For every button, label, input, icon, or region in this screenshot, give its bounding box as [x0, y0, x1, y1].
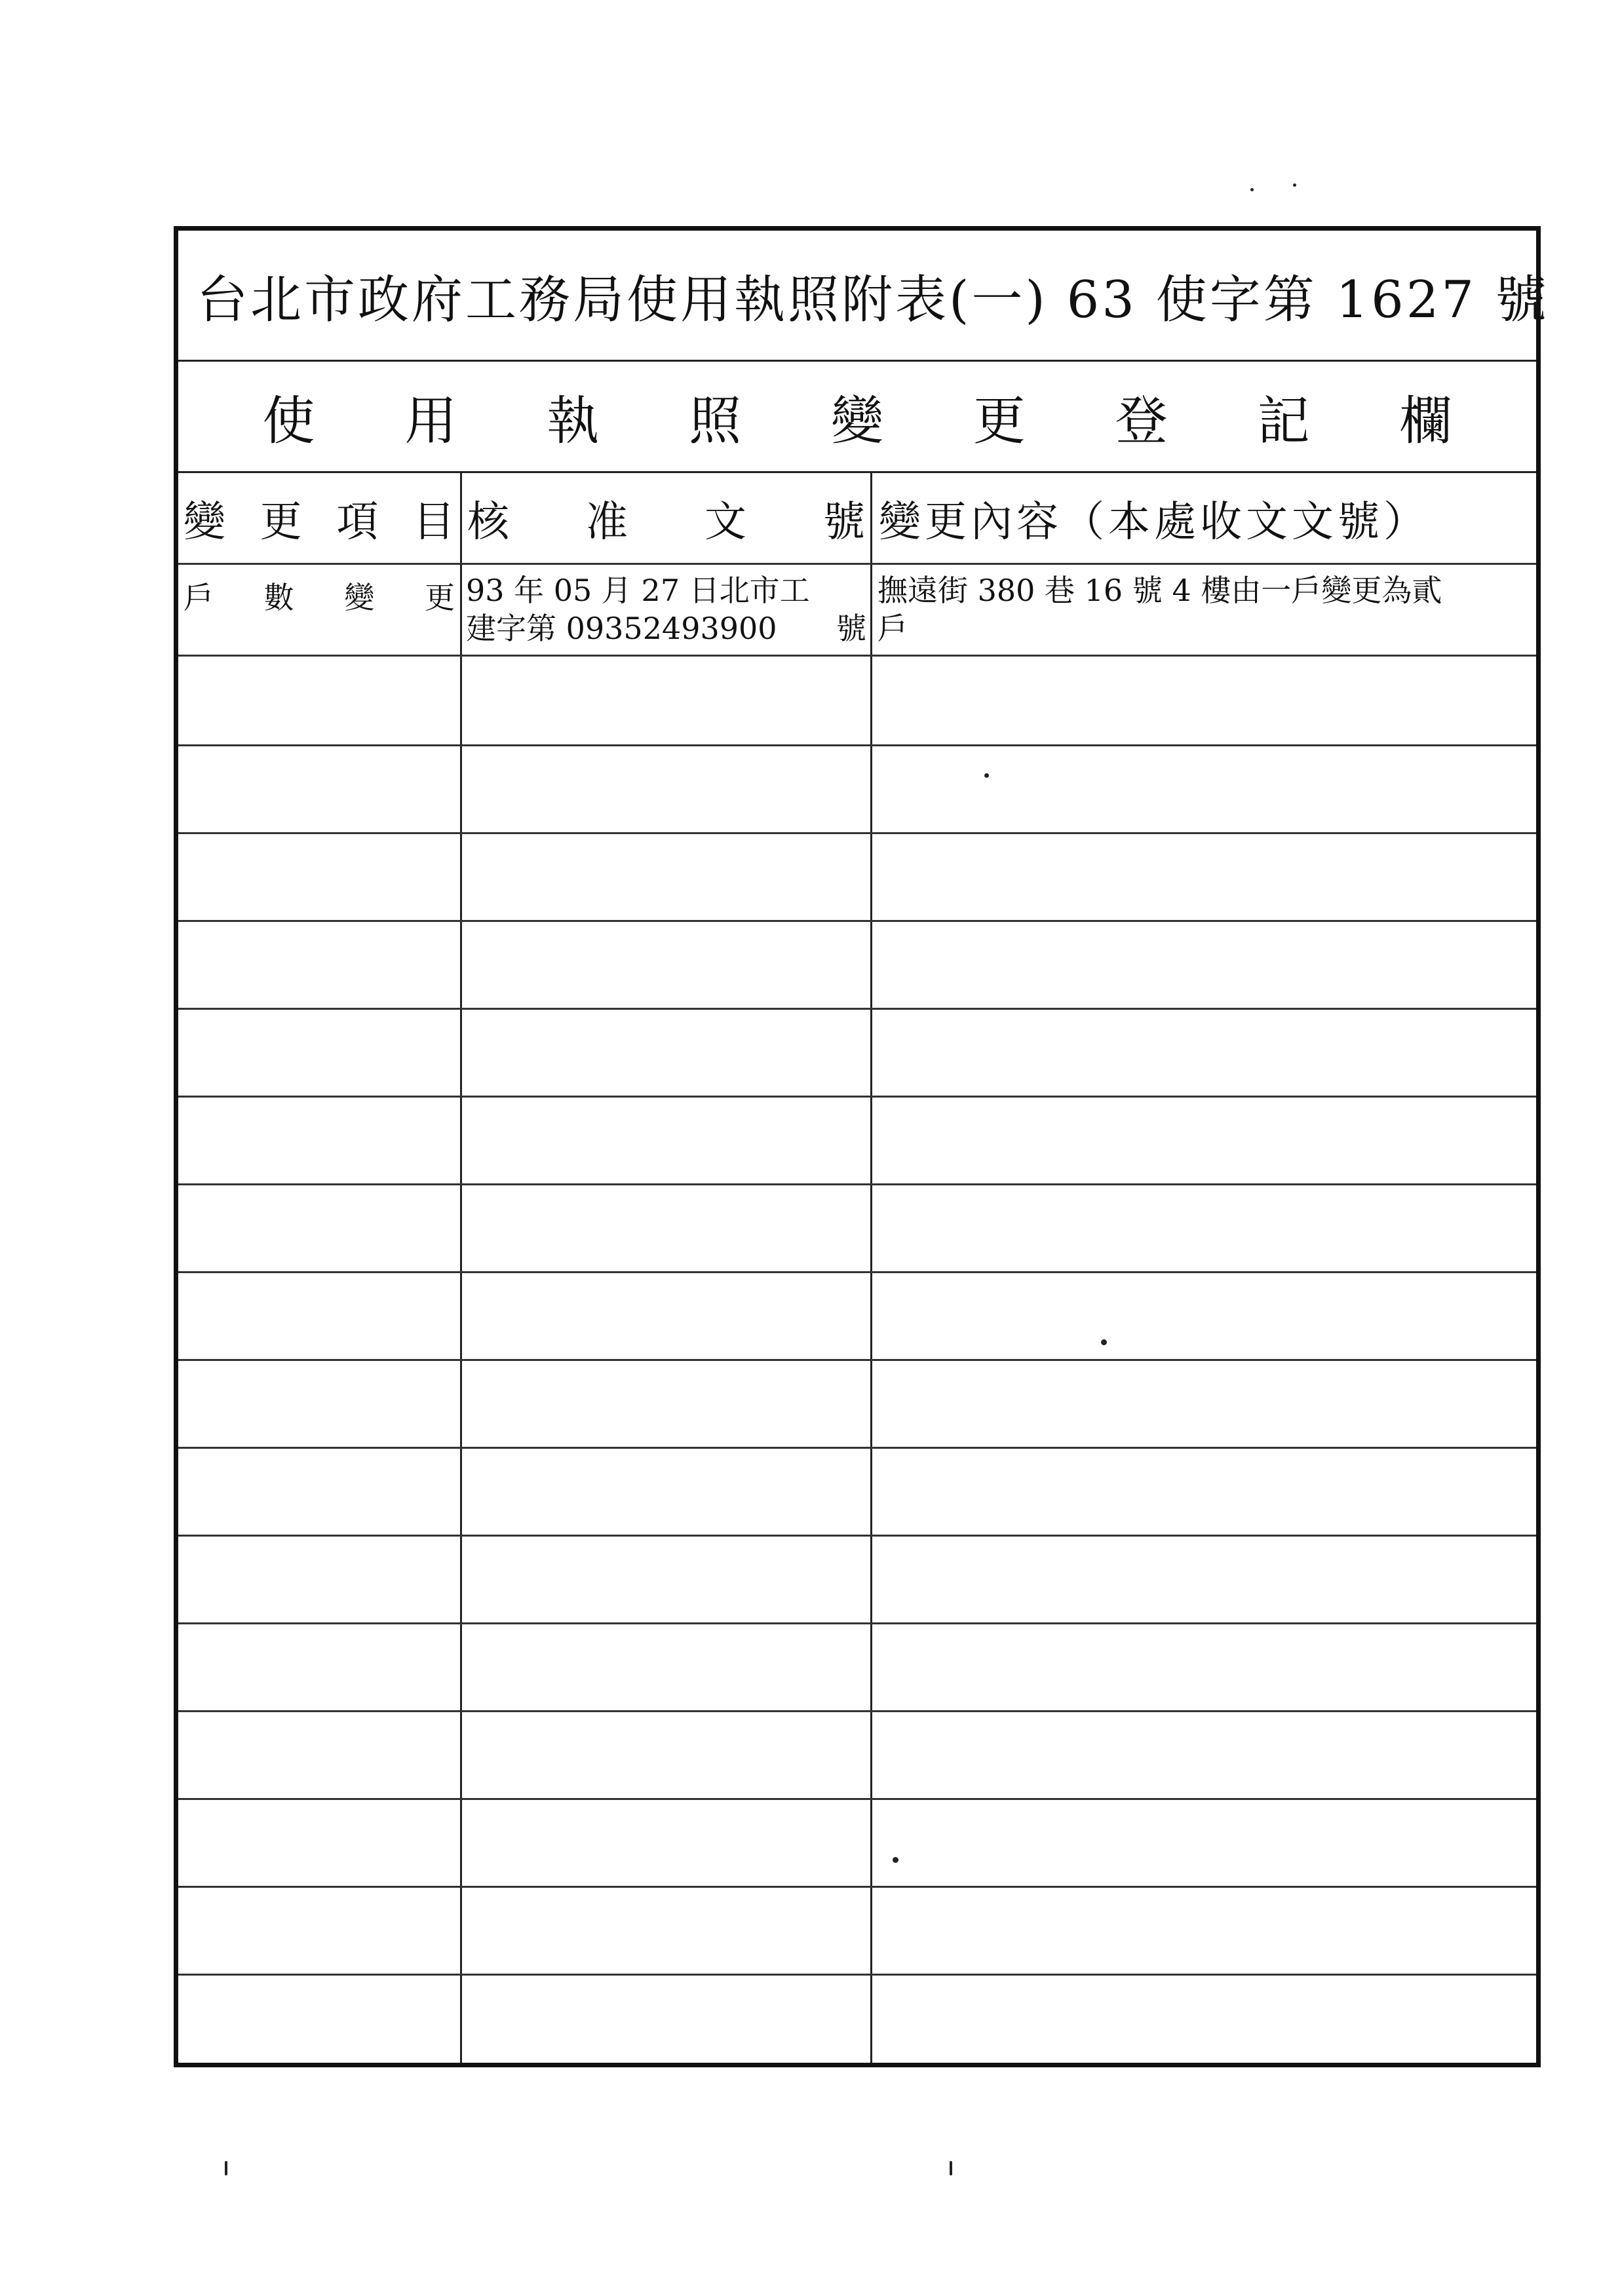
header-char: 目 [412, 497, 455, 546]
table-row-divider [178, 1535, 1536, 1537]
scan-speck [225, 2161, 227, 2175]
table-row-divider [178, 1096, 1536, 1098]
item-char: 變 [344, 580, 375, 615]
heading-char: 變 [830, 391, 883, 451]
item-char: 數 [263, 580, 294, 615]
column-divider [870, 473, 872, 2063]
header-char: 准 [586, 497, 628, 546]
cell-approval-number [462, 565, 870, 655]
table-header-row [178, 473, 1536, 565]
heading-char: 用 [404, 391, 457, 451]
table-row-divider [178, 1710, 1536, 1712]
table-row-divider [178, 1622, 1536, 1624]
table-row-divider [178, 920, 1536, 922]
header-char: 項 [336, 497, 379, 546]
header-char: 更 [260, 497, 302, 546]
cell-change-content [872, 565, 1536, 655]
header-change-item [178, 473, 460, 563]
approval-line-2-suffix: 號 [836, 611, 866, 646]
heading-char: 欄 [1399, 391, 1452, 451]
scan-speck [1293, 183, 1296, 187]
table-row-divider [178, 1798, 1536, 1800]
table-row-divider [178, 1008, 1536, 1010]
table-row-divider [178, 1886, 1536, 1888]
heading-char: 執 [547, 391, 600, 451]
content-line-2: 戶 [878, 611, 908, 646]
table-row-divider [178, 1271, 1536, 1273]
table-row-divider [178, 744, 1536, 746]
section-heading [178, 362, 1536, 473]
scan-speck [893, 1857, 898, 1863]
heading-char: 登 [1115, 391, 1168, 451]
content-line-1: 撫遠街 380 巷 16 號 4 樓由一戶變更為貳 [878, 573, 1442, 608]
scan-speck [950, 2161, 952, 2175]
header-char: 文 [704, 497, 746, 546]
table-row-divider [178, 832, 1536, 834]
table-row-divider [178, 1359, 1536, 1361]
table-row [178, 565, 1536, 657]
scan-speck [1250, 188, 1254, 191]
form-title: 台北市政府工務局使用執照附表(一) 63 使字第 1627 號 [197, 270, 1549, 330]
table-row-divider [178, 1447, 1536, 1449]
item-char: 更 [424, 580, 455, 615]
heading-char: 記 [1257, 391, 1310, 451]
form-title-row [178, 231, 1549, 362]
scan-speck [984, 773, 989, 778]
change-registration-form [174, 226, 1549, 2067]
heading-char: 照 [689, 391, 742, 451]
scan-speck [1101, 1339, 1107, 1345]
header-change-content: 變更內容（本處收文文號） [879, 497, 1429, 546]
header-char: 核 [467, 497, 509, 546]
column-divider [460, 473, 462, 2063]
heading-char: 更 [973, 391, 1026, 451]
header-char: 號 [823, 497, 865, 546]
table-row-divider [178, 1183, 1536, 1185]
registration-table [178, 473, 1536, 2063]
item-char: 戶 [183, 580, 214, 615]
heading-char: 使 [262, 391, 315, 451]
table-row-divider [178, 1974, 1536, 1976]
approval-line-2: 建字第 09352493900 [466, 611, 777, 646]
approval-line-1: 93 年 05 月 27 日北市工 [466, 573, 810, 608]
header-approval-number [462, 473, 870, 563]
header-char: 變 [183, 497, 225, 546]
cell-change-item [178, 565, 460, 655]
